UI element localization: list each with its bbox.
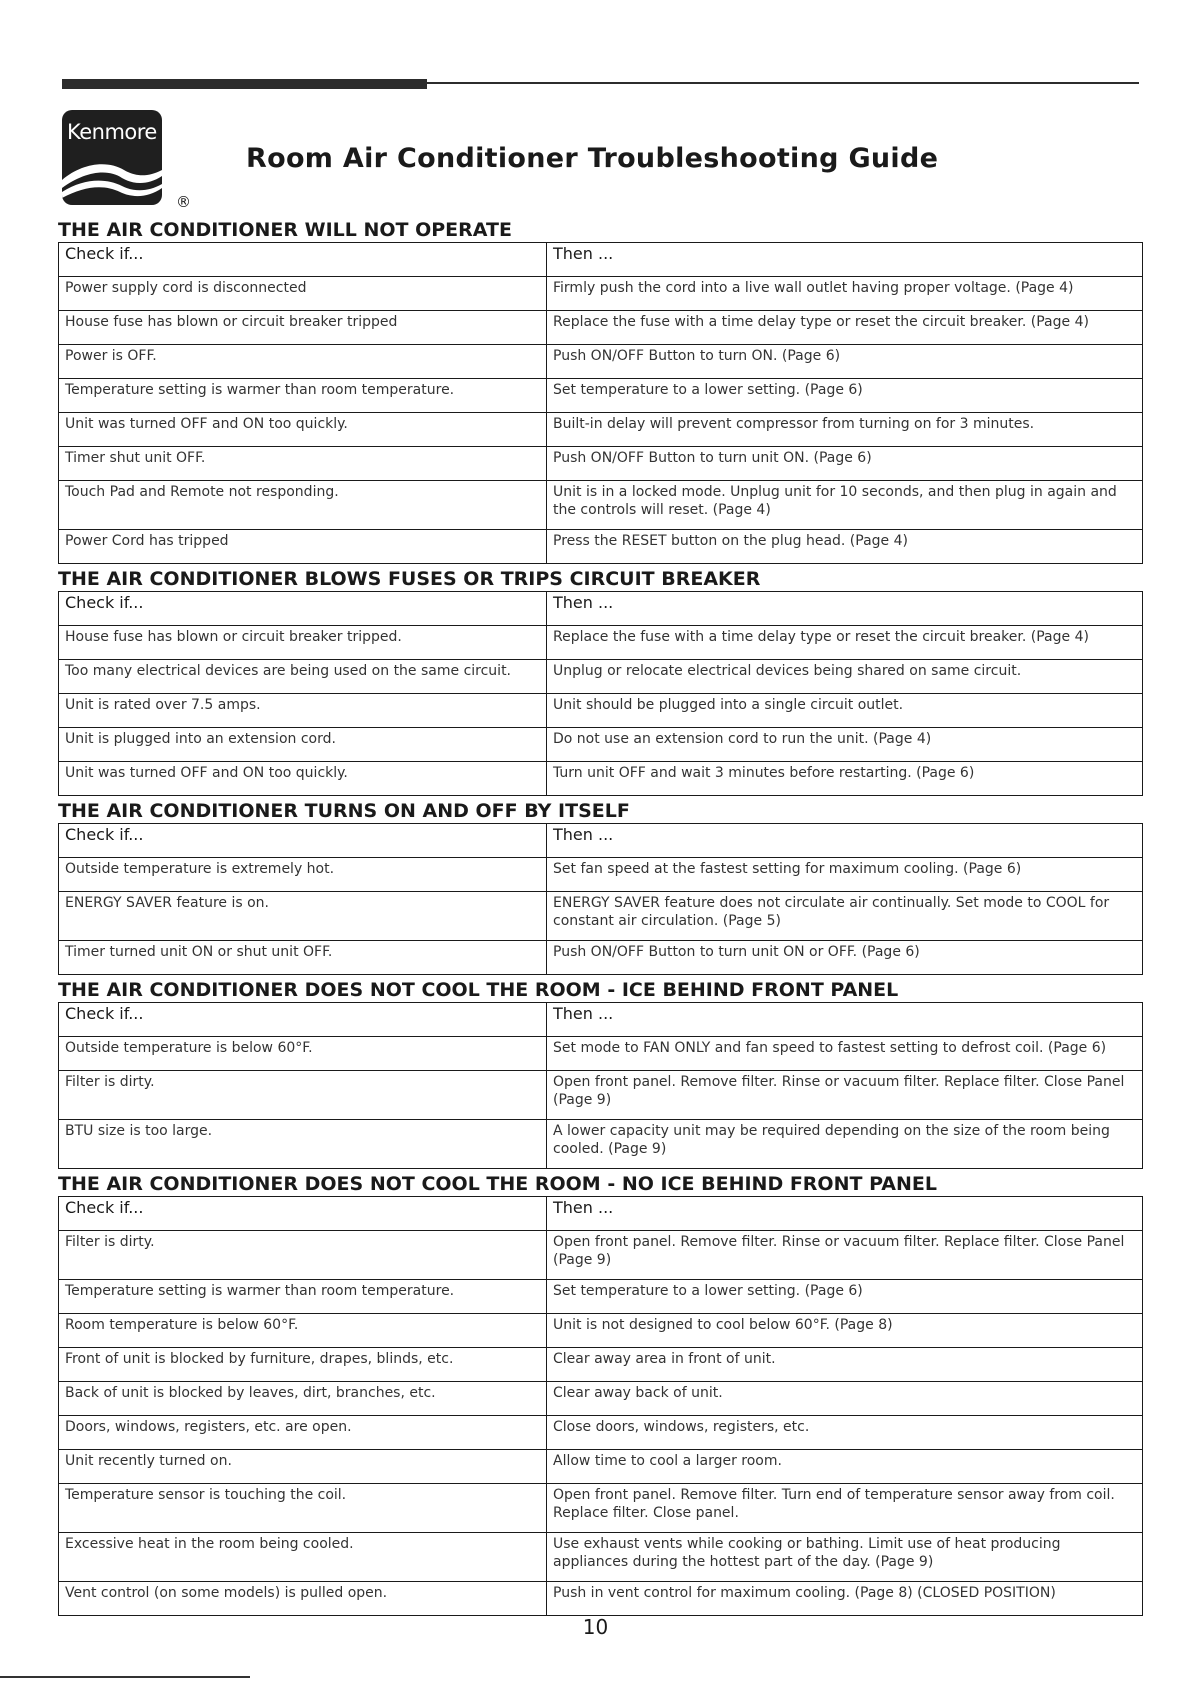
check-cell: Temperature setting is warmer than room temperature. xyxy=(59,379,547,413)
check-cell: Doors, windows, registers, etc. are open. xyxy=(59,1416,547,1450)
then-cell: Clear away back of unit. xyxy=(547,1382,1143,1416)
then-header: Then ... xyxy=(547,1197,1143,1231)
then-cell: Open front panel. Remove filter. Rinse or vacuum filter. Replace filter. Close Panel (Page 9) xyxy=(547,1231,1143,1280)
then-cell: A lower capacity unit may be required depending on the size of the room being cooled. (Page 9) xyxy=(547,1120,1143,1169)
then-cell: Unit should be plugged into a single circuit outlet. xyxy=(547,694,1143,728)
section-title: THE AIR CONDITIONER BLOWS FUSES OR TRIPS CIRCUIT BREAKER xyxy=(58,568,761,590)
section-ice-behind-panel xyxy=(58,978,1143,1169)
table-row xyxy=(59,1416,1143,1450)
check-cell: Unit is rated over 7.5 amps. xyxy=(59,694,547,728)
section-no-ice-behind-panel xyxy=(58,1172,1143,1616)
then-header: Then ... xyxy=(547,243,1143,277)
table-row xyxy=(59,447,1143,481)
check-cell: Outside temperature is below 60°F. xyxy=(59,1037,547,1071)
table-row xyxy=(59,694,1143,728)
check-cell: Power supply cord is disconnected xyxy=(59,277,547,311)
check-cell: BTU size is too large. xyxy=(59,1120,547,1169)
table-row xyxy=(59,1314,1143,1348)
check-header: Check if... xyxy=(59,592,547,626)
then-cell: Open front panel. Remove filter. Rinse or vacuum filter. Replace filter. Close Panel (Page 9) xyxy=(547,1071,1143,1120)
check-cell: Vent control (on some models) is pulled open. xyxy=(59,1582,547,1616)
table-row xyxy=(59,1382,1143,1416)
table-header-row xyxy=(59,1197,1143,1231)
table-header-row xyxy=(59,824,1143,858)
section-title: THE AIR CONDITIONER DOES NOT COOL THE ROOM - ICE BEHIND FRONT PANEL xyxy=(58,979,899,1001)
table-row xyxy=(59,1582,1143,1616)
then-cell: Unit is in a locked mode. Unplug unit for 10 seconds, and then plug in again and the controls will reset. (Page 4) xyxy=(547,481,1143,530)
check-cell: Unit recently turned on. xyxy=(59,1450,547,1484)
section-blows-fuses xyxy=(58,567,1143,796)
table-row xyxy=(59,311,1143,345)
table-row xyxy=(59,1450,1143,1484)
then-cell: Turn unit OFF and wait 3 minutes before restarting. (Page 6) xyxy=(547,762,1143,796)
table-row xyxy=(59,762,1143,796)
then-cell: Firmly push the cord into a live wall outlet having proper voltage. (Page 4) xyxy=(547,277,1143,311)
check-cell: Outside temperature is extremely hot. xyxy=(59,858,547,892)
then-cell: Built-in delay will prevent compressor from turning on for 3 minutes. xyxy=(547,413,1143,447)
then-cell: Allow time to cool a larger room. xyxy=(547,1450,1143,1484)
table-row xyxy=(59,1484,1143,1533)
then-cell: Unit is not designed to cool below 60°F. (Page 8) xyxy=(547,1314,1143,1348)
then-cell: Close doors, windows, registers, etc. xyxy=(547,1416,1143,1450)
check-cell: Temperature setting is warmer than room temperature. xyxy=(59,1280,547,1314)
check-cell: Too many electrical devices are being used on the same circuit. xyxy=(59,660,547,694)
then-cell: Set temperature to a lower setting. (Page 6) xyxy=(547,379,1143,413)
then-cell: Set fan speed at the fastest setting for maximum cooling. (Page 6) xyxy=(547,858,1143,892)
then-cell: Set temperature to a lower setting. (Page 6) xyxy=(547,1280,1143,1314)
then-cell: Push ON/OFF Button to turn ON. (Page 6) xyxy=(547,345,1143,379)
table-row xyxy=(59,858,1143,892)
then-cell: Replace the fuse with a time delay type or reset the circuit breaker. (Page 4) xyxy=(547,311,1143,345)
table-row xyxy=(59,1071,1143,1120)
logo-swoosh-icon xyxy=(62,158,162,205)
then-header: Then ... xyxy=(547,592,1143,626)
check-cell: Filter is dirty. xyxy=(59,1071,547,1120)
table-row xyxy=(59,1533,1143,1582)
table-row xyxy=(59,728,1143,762)
bottom-rule xyxy=(0,1676,250,1678)
page-title: Room Air Conditioner Troubleshooting Guide xyxy=(246,143,939,174)
top-rule-thin xyxy=(427,82,1139,84)
table-row xyxy=(59,626,1143,660)
table-row xyxy=(59,1120,1143,1169)
check-cell: Power is OFF. xyxy=(59,345,547,379)
check-cell: Power Cord has tripped xyxy=(59,530,547,564)
table-row xyxy=(59,1348,1143,1382)
section-title: THE AIR CONDITIONER TURNS ON AND OFF BY ITSELF xyxy=(58,800,630,822)
then-cell: Press the RESET button on the plug head. (Page 4) xyxy=(547,530,1143,564)
then-header: Then ... xyxy=(547,824,1143,858)
then-cell: Open front panel. Remove filter. Turn end of temperature sensor away from coil. Replace filter. Close panel. xyxy=(547,1484,1143,1533)
then-cell: Push ON/OFF Button to turn unit ON or OFF. (Page 6) xyxy=(547,941,1143,975)
check-header: Check if... xyxy=(59,824,547,858)
check-cell: ENERGY SAVER feature is on. xyxy=(59,892,547,941)
table-row xyxy=(59,530,1143,564)
table-row xyxy=(59,345,1143,379)
check-cell: House fuse has blown or circuit breaker tripped xyxy=(59,311,547,345)
table-row xyxy=(59,379,1143,413)
troubleshooting-table xyxy=(58,823,1143,975)
then-cell: Unplug or relocate electrical devices being shared on same circuit. xyxy=(547,660,1143,694)
check-cell: Unit was turned OFF and ON too quickly. xyxy=(59,762,547,796)
check-cell: Excessive heat in the room being cooled. xyxy=(59,1533,547,1582)
check-header: Check if... xyxy=(59,243,547,277)
check-cell: Touch Pad and Remote not responding. xyxy=(59,481,547,530)
check-cell: Room temperature is below 60°F. xyxy=(59,1314,547,1348)
table-row xyxy=(59,941,1143,975)
table-header-row xyxy=(59,592,1143,626)
check-cell: Unit is plugged into an extension cord. xyxy=(59,728,547,762)
page-number: 10 xyxy=(582,1615,609,1639)
table-row xyxy=(59,413,1143,447)
table-row xyxy=(59,1280,1143,1314)
then-cell: ENERGY SAVER feature does not circulate air continually. Set mode to COOL for constant air circulation. (Page 5) xyxy=(547,892,1143,941)
troubleshooting-table xyxy=(58,1196,1143,1616)
then-cell: Replace the fuse with a time delay type or reset the circuit breaker. (Page 4) xyxy=(547,626,1143,660)
troubleshooting-table xyxy=(58,591,1143,796)
check-header: Check if... xyxy=(59,1197,547,1231)
check-header: Check if... xyxy=(59,1003,547,1037)
check-cell: House fuse has blown or circuit breaker tripped. xyxy=(59,626,547,660)
then-cell: Use exhaust vents while cooking or bathing. Limit use of heat producing appliances during the hottest part of the day. (Page 9) xyxy=(547,1533,1143,1582)
logo-text: Kenmore xyxy=(67,120,157,144)
check-cell: Back of unit is blocked by leaves, dirt, branches, etc. xyxy=(59,1382,547,1416)
registered-mark: ® xyxy=(176,193,191,211)
troubleshooting-table xyxy=(58,1002,1143,1169)
section-turns-on-off xyxy=(58,799,1143,975)
table-row xyxy=(59,481,1143,530)
troubleshooting-table xyxy=(58,242,1143,564)
then-cell: Do not use an extension cord to run the unit. (Page 4) xyxy=(547,728,1143,762)
check-cell: Temperature sensor is touching the coil. xyxy=(59,1484,547,1533)
section-title: THE AIR CONDITIONER DOES NOT COOL THE ROOM - NO ICE BEHIND FRONT PANEL xyxy=(58,1173,937,1195)
troubleshooting-content xyxy=(58,218,1143,1619)
table-row xyxy=(59,892,1143,941)
then-cell: Push ON/OFF Button to turn unit ON. (Page 6) xyxy=(547,447,1143,481)
check-cell: Timer turned unit ON or shut unit OFF. xyxy=(59,941,547,975)
table-row xyxy=(59,660,1143,694)
then-cell: Set mode to FAN ONLY and fan speed to fastest setting to defrost coil. (Page 6) xyxy=(547,1037,1143,1071)
top-rule-thick xyxy=(62,79,427,89)
section-will-not-operate xyxy=(58,218,1143,564)
table-header-row xyxy=(59,1003,1143,1037)
check-cell: Unit was turned OFF and ON too quickly. xyxy=(59,413,547,447)
kenmore-logo xyxy=(62,110,162,205)
check-cell: Filter is dirty. xyxy=(59,1231,547,1280)
section-title: THE AIR CONDITIONER WILL NOT OPERATE xyxy=(58,219,512,241)
then-cell: Push in vent control for maximum cooling. (Page 8) (CLOSED POSITION) xyxy=(547,1582,1143,1616)
table-row xyxy=(59,1037,1143,1071)
then-header: Then ... xyxy=(547,1003,1143,1037)
table-header-row xyxy=(59,243,1143,277)
check-cell: Timer shut unit OFF. xyxy=(59,447,547,481)
table-row xyxy=(59,1231,1143,1280)
then-cell: Clear away area in front of unit. xyxy=(547,1348,1143,1382)
check-cell: Front of unit is blocked by furniture, drapes, blinds, etc. xyxy=(59,1348,547,1382)
table-row xyxy=(59,277,1143,311)
